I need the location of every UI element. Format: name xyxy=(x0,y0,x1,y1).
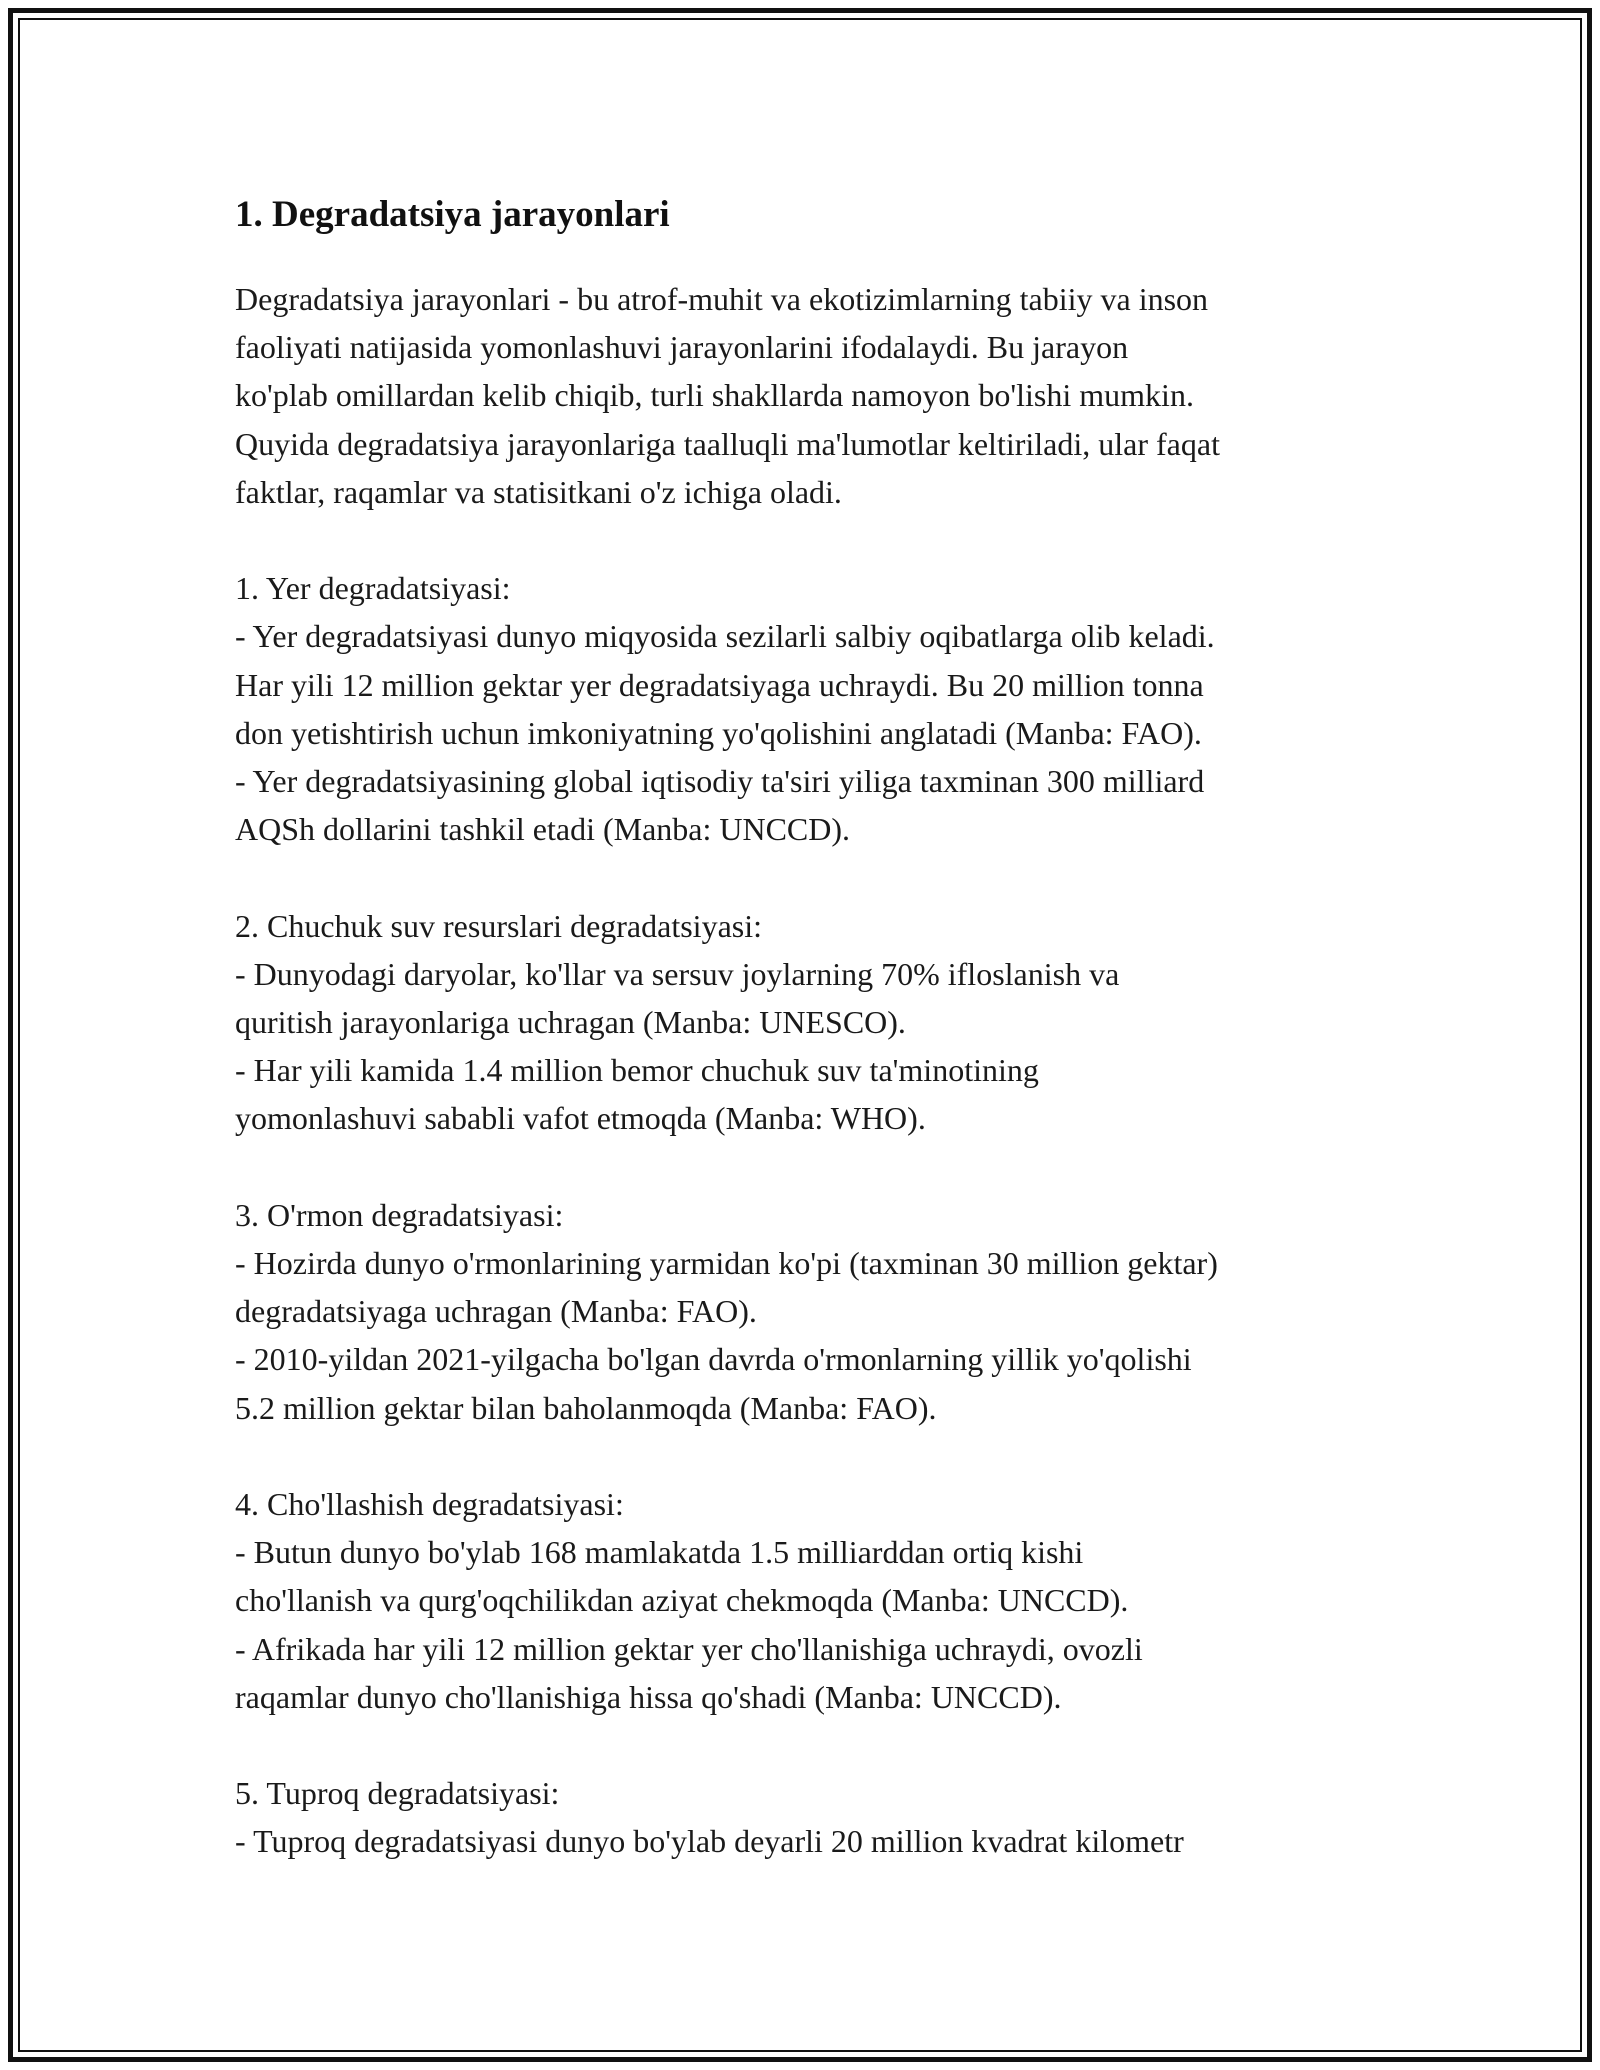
paragraph-gap xyxy=(235,516,1385,564)
section-title-soil: 5. Tuproq degradatsiyasi: xyxy=(235,1775,560,1812)
section-line: cho'llanish va qurg'oqchilikdan aziyat chekmoqda (Manba: UNCCD). xyxy=(235,1582,1129,1619)
intro-line: ko'plab omillardan kelib chiqib, turli shakllarda namoyon bo'lishi mumkin. xyxy=(235,377,1194,414)
section-title-forest: 3. O'rmon degradatsiyasi: xyxy=(235,1196,564,1233)
section-title-freshwater: 2. Chuchuk suv resurslari degradatsiyasi: xyxy=(235,907,762,944)
section-line: quritish jarayonlariga uchragan (Manba: UNESCO). xyxy=(235,1004,906,1041)
section-title-land: 1. Yer degradatsiyasi: xyxy=(235,570,511,607)
paragraph-gap xyxy=(235,1143,1385,1191)
intro-line: Quyida degradatsiya jarayonlariga taalluqli ma'lumotlar keltiriladi, ular faqat xyxy=(235,425,1220,462)
section-line: - Hozirda dunyo o'rmonlarining yarmidan ko'pi (taxminan 30 million gektar) xyxy=(235,1245,1218,1282)
paragraph-gap xyxy=(235,853,1385,901)
section-line: degradatsiyaga uchragan (Manba: FAO). xyxy=(235,1293,757,1330)
section-line: yomonlashuvi sababli vafot etmoqda (Manba: WHO). xyxy=(235,1100,926,1137)
section-line: - Tuproq degradatsiyasi dunyo bo'ylab deyarli 20 million kvadrat kilometr xyxy=(235,1823,1184,1860)
intro-line: faoliyati natijasida yomonlashuvi jarayonlarini ifodalaydi. Bu jarayon xyxy=(235,329,1129,366)
section-line: AQSh dollarini tashkil etadi (Manba: UNCCD). xyxy=(235,811,851,848)
section-line: - Butun dunyo bo'ylab 168 mamlakatda 1.5 milliarddan ortiq kishi xyxy=(235,1534,1084,1571)
paragraph-gap xyxy=(235,1432,1385,1480)
document-page xyxy=(235,183,1385,1866)
section-line: - Dunyodagi daryolar, ko'llar va sersuv joylarning 70% ifloslanish va xyxy=(235,955,1120,992)
section-line: raqamlar dunyo cho'llanishiga hissa qo'shadi (Manba: UNCCD). xyxy=(235,1678,1062,1715)
section-line: - Yer degradatsiyasining global iqtisodiy ta'siri yiliga taxminan 300 milliard xyxy=(235,763,1205,800)
section-line: - Yer degradatsiyasi dunyo miqyosida sezilarli salbiy oqibatlarga olib keladi. xyxy=(235,618,1215,655)
section-line: - Har yili kamida 1.4 million bemor chuchuk suv ta'minotining xyxy=(235,1052,1039,1089)
document-body xyxy=(235,275,1385,1866)
paragraph-gap xyxy=(235,1721,1385,1769)
intro-line: Degradatsiya jarayonlari - bu atrof-muhit va ekotizimlarning tabiiy va inson xyxy=(235,281,1209,317)
section-line: don yetishtirish uchun imkoniyatning yo'qolishini anglatadi (Manba: FAO). xyxy=(235,714,1202,751)
section-line: 5.2 million gektar bilan baholanmoqda (Manba: FAO). xyxy=(235,1389,937,1426)
section-line: Har yili 12 million gektar yer degradatsiyaga uchraydi. Bu 20 million tonna xyxy=(235,666,1204,703)
section-title-desertification: 4. Cho'llashish degradatsiyasi: xyxy=(235,1486,624,1523)
section-line: - 2010-yildan 2021-yilgacha bo'lgan davrda o'rmonlarning yillik yo'qolishi xyxy=(235,1341,1192,1378)
document-heading: 1. Degradatsiya jarayonlari xyxy=(235,194,670,235)
intro-line: faktlar, raqamlar va statisitkani o'z ichiga oladi. xyxy=(235,473,842,510)
section-line: - Afrikada har yili 12 million gektar yer cho'llanishiga uchraydi, ovozli xyxy=(235,1630,1143,1667)
